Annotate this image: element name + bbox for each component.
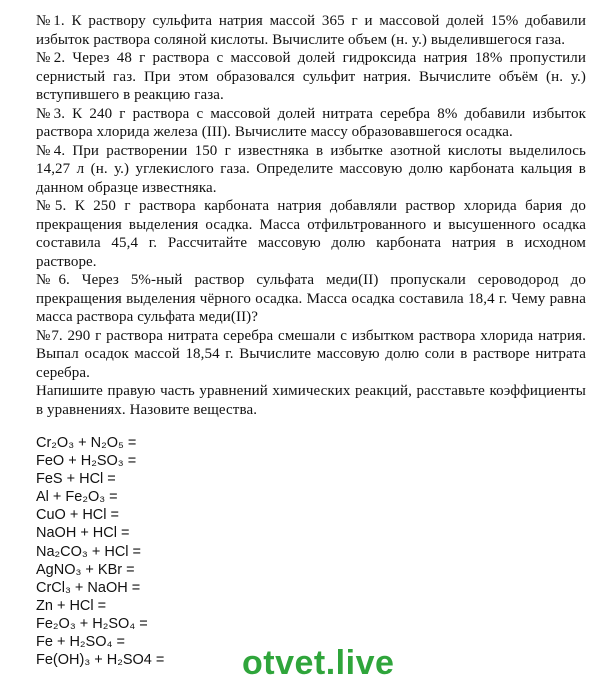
problem-4: №4. При растворении 150 г известняка в избытке азотной кислоты выделилось 14,27 л (н. у.) углекислого газа. Определите массовую долю карбоната кальция в данном образце известняка. xyxy=(36,142,586,196)
problem-list xyxy=(36,12,586,419)
equation-9: CrCl₃ + NaOH = xyxy=(36,579,141,596)
equation-3: FeS + HCl = xyxy=(36,471,116,488)
equation-11: Fe₂O₃ + H₂SO₄ = xyxy=(36,615,148,632)
equation-12: Fe + H₂SO₄ = xyxy=(36,634,125,651)
problem-5: №5. К 250 г раствора карбоната натрия добавляли раствор хлорида бария до прекращения выделения осадка. Масса отфильтрованного и высушенного осадка составила 45,4 г. Рассчитайте массовую долю карбоната натрия в исходном растворе. xyxy=(36,198,586,270)
equation-6: NaOH + HCl = xyxy=(36,525,130,542)
equation-8: AgNO₃ + KBr = xyxy=(36,561,135,578)
problem-1: №1. К раствору сульфита натрия массой 365 г и массовой долей 15% добавили избыток раствора соляной кислоты. Вычислите объем (н. у.) выделившегося газа. xyxy=(36,13,586,48)
problem-2: №2. Через 48 г раствора с массовой долей гидроксида натрия 18% пропустили сернистый газ. При этом образовался сульфит натрия. Вычислите объём (н. у.) вступившего в реакцию газа. xyxy=(36,50,586,103)
equation-1: Cr₂O₃ + N₂O₅ = xyxy=(36,435,137,451)
equation-5: CuO + HCl = xyxy=(36,507,119,524)
problem-7: №7. 290 г раствора нитрата серебра смешали с избытком раствора хлорида натрия. Выпал осадок массой 18,54 г. Вычислите массовую долю соли в растворе нитрата серебра. xyxy=(36,327,586,381)
instruction: Напишите правую часть уравнений химических реакций, расставьте коэффициенты в уравнениях. Назовите вещества. xyxy=(36,383,586,418)
equation-7: Na₂CO₃ + HCl = xyxy=(36,543,142,560)
watermark-logo: otvet.live xyxy=(242,644,395,682)
problem-3: №3. К 240 г раствора с массовой долей нитрата серебра 8% добавили избыток раствора хлорида железа (III). Вычислите массу образовавшегося осадка. xyxy=(36,105,586,140)
equation-list xyxy=(36,434,336,669)
equation-2: FeO + H₂SO₃ = xyxy=(36,453,137,470)
problem-6: №6. Через 5%-ный раствор сульфата меди(II) пропускали сероводород до прекращения выделения чёрного осадка. Масса осадка составила 18,4 г. Чему равна масса раствора сульфата меди(II)? xyxy=(36,272,586,325)
equation-4: Al + Fe₂O₃ = xyxy=(36,489,118,506)
equation-13: Fe(OH)₃ + H₂SO4 = xyxy=(36,652,165,669)
equation-10: Zn + HCl = xyxy=(36,597,107,614)
